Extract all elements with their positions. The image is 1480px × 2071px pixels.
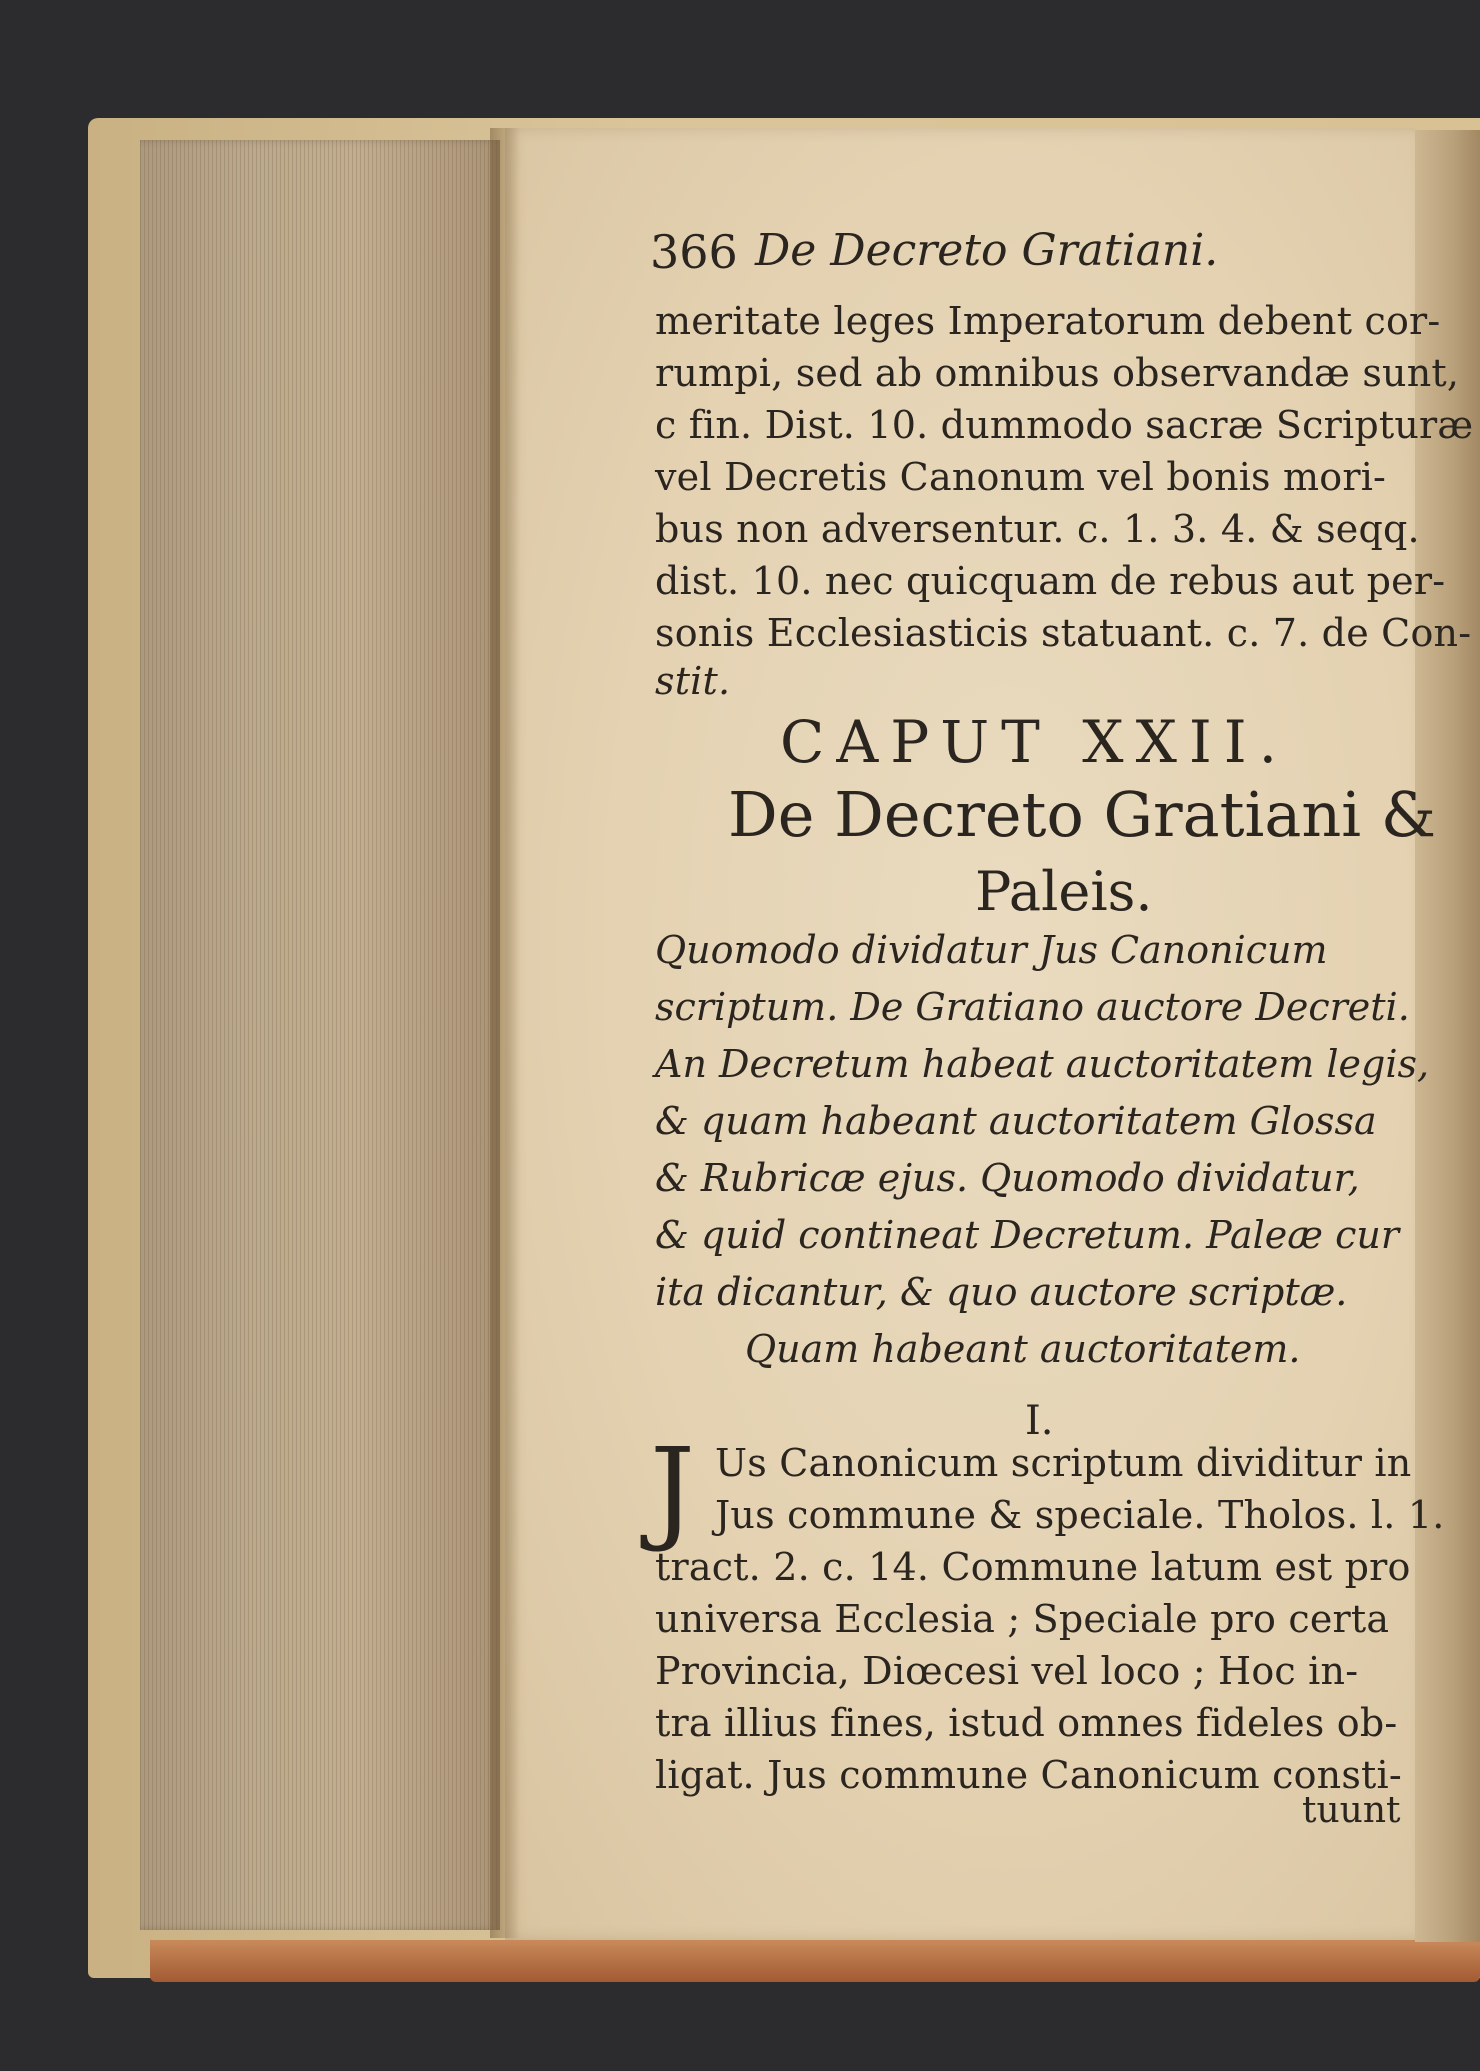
summary-line: Quomodo dividatur Jus Canonicum [655,928,1328,972]
text-line: dist. 10. nec quicquam de rebus aut per- [655,559,1446,603]
text-line: universa Ecclesia ; Speciale pro certa [655,1597,1390,1641]
summary-line: Quam habeant auctoritatem. [745,1327,1301,1371]
page-header [0,225,1480,285]
text-line: stit. [655,659,731,703]
running-title: De Decreto Gratiani. [755,225,1219,276]
summary-line: & quid contineat Decretum. Paleæ cur [655,1213,1399,1257]
text-line: Jus commune & speciale. Tholos. l. 1. [715,1493,1445,1537]
chapter-title: De Decreto Gratiani & [728,778,1437,851]
summary-line: & quam habeant auctoritatem Glossa [655,1099,1377,1143]
text-line: meritate leges Imperatorum debent cor- [655,299,1441,343]
text-line: rumpi, sed ab omnibus observandæ sunt, [655,351,1460,395]
section-number: I. [1025,1398,1054,1444]
text-line: Provincia, Diœcesi vel loco ; Hoc in- [655,1649,1359,1693]
text-line: vel Decretis Canonum vel bonis mori- [655,455,1387,499]
drop-cap: J [650,1425,695,1555]
summary-line: & Rubricæ ejus. Quomodo dividatur, [655,1156,1360,1200]
summary-line: scriptum. De Gratiano auctore Decreti. [655,985,1410,1029]
text-line: bus non adversentur. c. 1. 3. 4. & seqq. [655,507,1420,551]
text-line: tra illius fines, istud omnes fideles ob- [655,1701,1398,1745]
page-number: 366 [650,225,738,279]
chapter-title-continued: Paleis. [975,860,1153,923]
text-line: ligat. Jus commune Canonicum consti- [655,1753,1402,1797]
text-line: c fin. Dist. 10. dummodo sacræ Scripturæ [655,403,1474,447]
page-gutter [490,128,520,1938]
summary-line: ita dicantur, & quo auctore scriptæ. [655,1270,1348,1314]
book-cover-bottom-edge [150,1940,1480,1982]
summary-line: An Decretum habeat auctoritatem legis, [655,1042,1430,1086]
catchword: tuunt [1302,1790,1401,1831]
text-line: sonis Ecclesiasticis statuant. c. 7. de Con- [655,611,1472,655]
page-edges-block [140,140,500,1930]
text-line: tract. 2. c. 14. Commune latum est pro [655,1545,1411,1589]
text-line: Us Canonicum scriptum dividitur in [715,1441,1412,1485]
chapter-number: CAPUT XXII. [780,708,1290,776]
